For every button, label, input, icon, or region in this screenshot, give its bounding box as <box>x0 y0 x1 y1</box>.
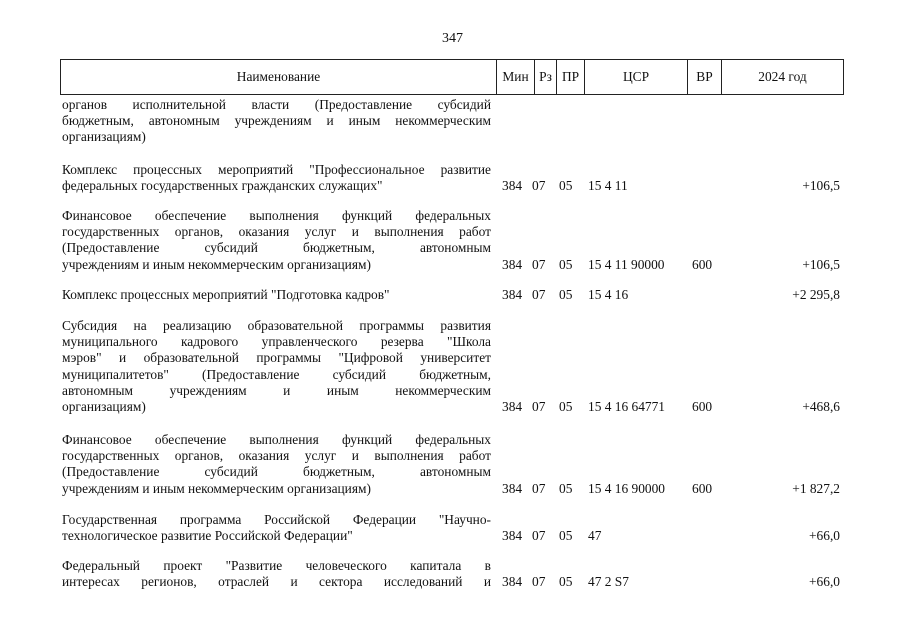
row-name <box>62 97 491 146</box>
row-name-line: Комплекс процессных мероприятий "Подготовка кадров" <box>62 287 390 302</box>
row-rz: 07 <box>532 480 546 496</box>
row-rz: 07 <box>532 528 546 544</box>
row-pr: 05 <box>559 178 573 194</box>
row-rz: 07 <box>532 399 546 414</box>
row-vr: 600 <box>692 256 713 272</box>
header-csr: ЦСР <box>585 60 688 94</box>
row-min: 384 <box>502 574 523 590</box>
row-name <box>62 162 491 194</box>
page-number: 347 <box>442 31 463 46</box>
row-min: 384 <box>502 256 523 272</box>
row-pr: 05 <box>559 480 573 496</box>
row-amount: +66,0 <box>809 528 840 544</box>
row-pr: 05 <box>559 574 573 590</box>
row-pr: 05 <box>559 399 573 414</box>
row-rz: 07 <box>532 178 546 194</box>
row-name-line: организациям) <box>62 399 146 415</box>
row-csr: 47 <box>588 528 602 544</box>
row-csr: 15 4 16 90000 <box>588 480 665 496</box>
row-amount: +1 827,2 <box>792 480 840 496</box>
row-csr: 15 4 16 64771 <box>588 399 665 414</box>
row-name-line: муниципального кадрового управленческого резерва "Школа <box>62 334 491 350</box>
row-name-line: Федеральный проект "Развитие человеческого капитала в <box>62 558 491 573</box>
row-name-line: организациям) <box>62 129 146 145</box>
row-name <box>62 287 491 303</box>
row-min: 384 <box>502 480 523 496</box>
row-name-line: Финансовое обеспечение выполнения функций федеральных <box>62 208 491 223</box>
row-pr: 05 <box>559 256 573 272</box>
row-name <box>62 558 491 590</box>
row-name-line: Финансовое обеспечение выполнения функций федеральных <box>62 432 491 447</box>
row-name-line: учреждениям и иным некоммерческим организациям) <box>62 256 371 272</box>
row-min: 384 <box>502 399 523 414</box>
row-name <box>62 432 491 497</box>
row-csr: 15 4 16 <box>588 287 629 302</box>
row-min: 384 <box>502 528 523 544</box>
header-year: 2024 год <box>758 69 807 84</box>
row-name-line: Государственная программа Российской Федерации "Научно- <box>62 512 491 527</box>
row-name-line: технологическое развитие Российской Федерации" <box>62 528 353 544</box>
row-csr: 15 4 11 90000 <box>588 256 665 272</box>
row-amount: +66,0 <box>809 574 840 590</box>
row-vr: 600 <box>692 399 713 414</box>
row-name-line: учреждениям и иным некоммерческим организациям) <box>62 480 371 496</box>
row-amount: +468,6 <box>802 399 840 414</box>
row-rz: 07 <box>532 256 546 272</box>
header-name: Наименование <box>61 60 497 94</box>
row-name-line: автономным учреждениям и иным некоммерческим <box>62 382 491 398</box>
row-amount: +2 295,8 <box>792 287 840 302</box>
row-name-line: Субсидия на реализацию образовательной программы развития <box>62 318 491 333</box>
row-rz: 07 <box>532 574 546 590</box>
row-name-line: органов исполнительной власти (Предоставление субсидий <box>62 97 491 112</box>
row-name-line: муниципалитетов" (Предоставление субсидий бюджетным, <box>62 366 491 382</box>
row-name <box>62 208 491 273</box>
header-vr: ВР <box>688 60 722 94</box>
row-amount: +106,5 <box>802 178 840 194</box>
row-name-line: федеральных государственных гражданских служащих" <box>62 178 383 194</box>
row-name-line: Комплекс процессных мероприятий "Профессиональное развитие <box>62 162 491 177</box>
row-name-line: интересах регионов, отраслей и сектора исследований и <box>62 574 491 590</box>
row-csr: 15 4 11 <box>588 178 628 194</box>
row-pr: 05 <box>559 528 573 544</box>
table-header <box>60 59 844 95</box>
row-pr: 05 <box>559 287 573 302</box>
header-min: Мин <box>497 60 535 94</box>
header-rz: Рз <box>535 60 557 94</box>
row-csr: 47 2 S7 <box>588 574 629 590</box>
row-name <box>62 318 491 415</box>
row-amount: +106,5 <box>802 256 840 272</box>
row-min: 384 <box>502 178 523 194</box>
row-name-line: государственных органов, оказания услуг и выполнения работ <box>62 448 491 464</box>
row-name <box>62 512 491 544</box>
row-name-line: бюджетным, автономным учреждениям и иным некоммерческим <box>62 113 491 129</box>
row-vr: 600 <box>692 480 713 496</box>
header-pr: ПР <box>557 60 585 94</box>
row-name-line: (Предоставление субсидий бюджетным, автономным <box>62 240 491 256</box>
row-rz: 07 <box>532 287 546 302</box>
row-name-line: (Предоставление субсидий бюджетным, автономным <box>62 464 491 480</box>
row-name-line: мэров" и образовательной программы "Цифровой университет <box>62 350 491 366</box>
row-name-line: государственных органов, оказания услуг и выполнения работ <box>62 224 491 240</box>
row-min: 384 <box>502 287 523 302</box>
